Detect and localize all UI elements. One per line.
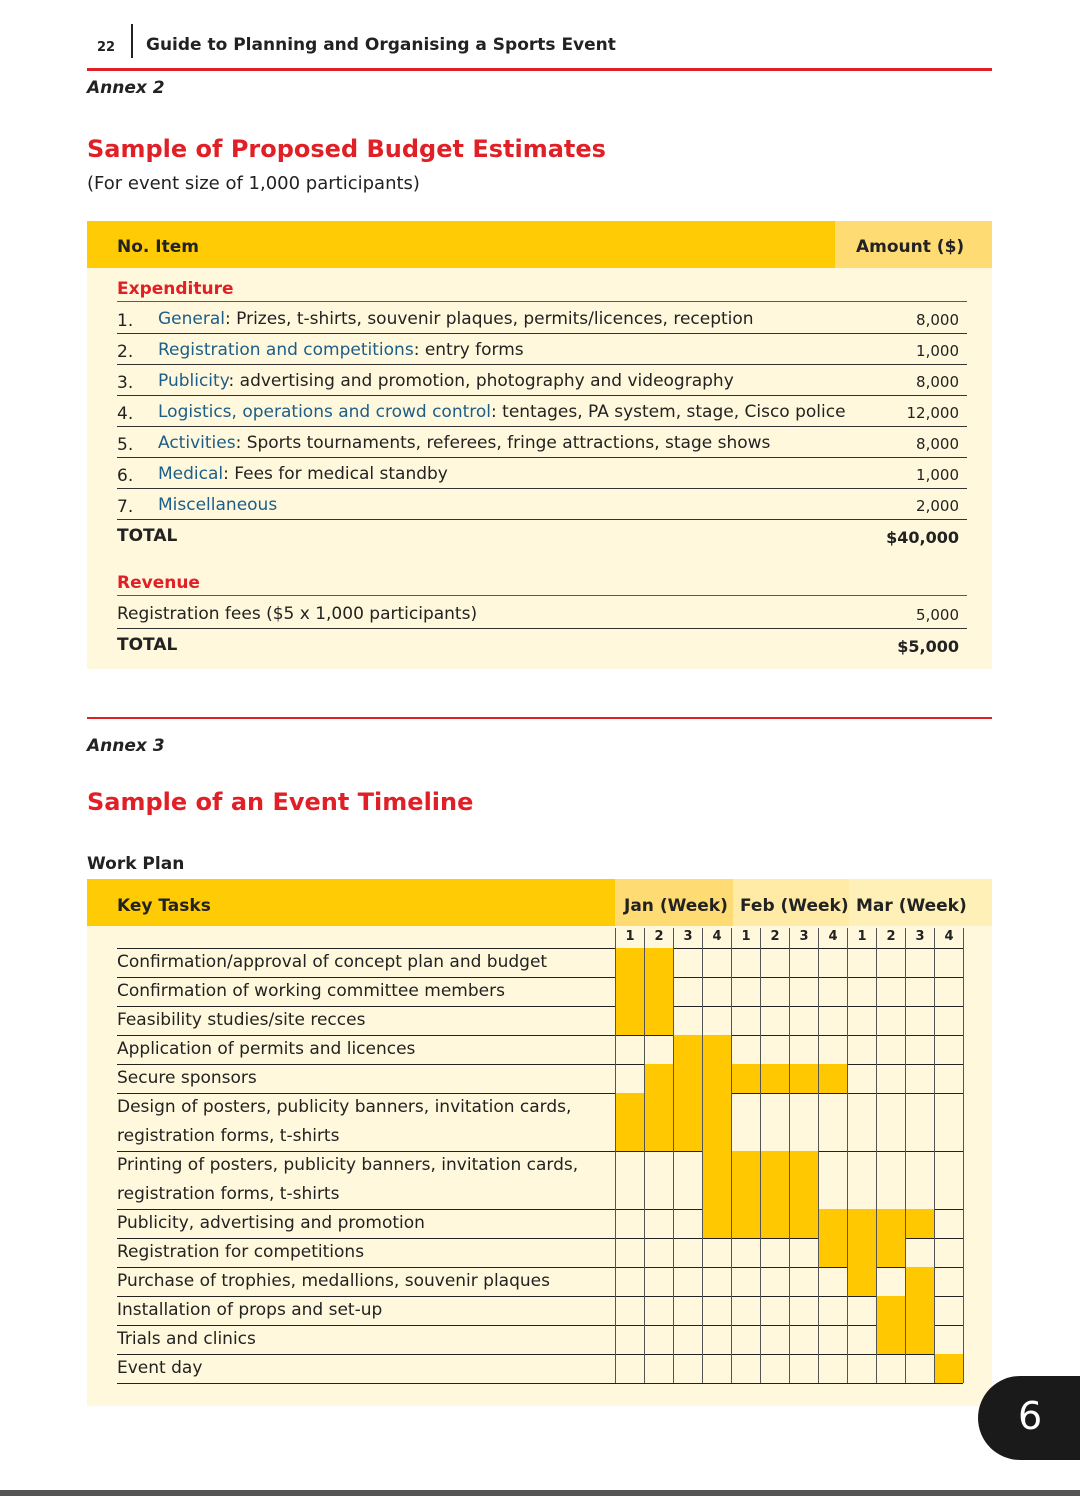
week-label: 4 xyxy=(828,929,838,944)
timeline-active-week xyxy=(847,1238,876,1267)
timeline-active-week xyxy=(876,1238,905,1267)
header-divider xyxy=(131,24,133,58)
timeline-active-week xyxy=(905,1209,934,1238)
expenditure-row xyxy=(117,396,967,427)
timeline-active-week xyxy=(760,1151,789,1209)
budget-header-amount-cell xyxy=(835,221,992,268)
task-label: Feasibility studies/site recces xyxy=(117,1010,366,1030)
grid-column-line xyxy=(789,928,790,1383)
task-label: Printing of posters, publicity banners, invitation cards, xyxy=(117,1155,579,1175)
row-number: 1. xyxy=(117,311,134,331)
timeline-active-week xyxy=(760,1209,789,1238)
row-divider xyxy=(117,1151,963,1152)
budget-subtitle: (For event size of 1,000 participants) xyxy=(87,173,420,194)
timeline-active-week xyxy=(731,1151,760,1209)
task-label: Confirmation of working committee members xyxy=(117,981,505,1001)
row-divider xyxy=(117,1006,963,1007)
budget-header-item-cell xyxy=(87,221,835,268)
timeline-active-week xyxy=(818,1209,847,1238)
grid-column-line xyxy=(644,928,645,1383)
row-amount: 8,000 xyxy=(916,373,959,391)
row-divider xyxy=(117,1296,963,1297)
row-description: Registration fees ($5 x 1,000 participants) xyxy=(117,604,478,624)
week-label: 2 xyxy=(770,929,780,944)
row-description xyxy=(158,402,846,422)
timeline-active-week xyxy=(644,1064,673,1093)
month-label: Mar (Week) xyxy=(856,896,967,916)
timeline-active-week xyxy=(673,1035,702,1064)
month-label: Jan (Week) xyxy=(624,896,728,916)
row-category: Registration and competitions xyxy=(158,340,414,360)
task-label: registration forms, t-shirts xyxy=(117,1126,340,1146)
timeline-active-week xyxy=(905,1325,934,1354)
row-description xyxy=(158,433,770,453)
row-description xyxy=(158,371,734,391)
row-category: Logistics, operations and crowd control xyxy=(158,402,492,422)
month-header-jan xyxy=(615,879,733,926)
week-label: 1 xyxy=(741,929,751,944)
row-amount: 12,000 xyxy=(906,404,959,422)
task-label: Confirmation/approval of concept plan and budget xyxy=(117,952,548,972)
timeline-active-week xyxy=(818,1238,847,1267)
row-detail: : Prizes, t-shirts, souvenir plaques, permits/licences, reception xyxy=(225,309,754,329)
task-label: Purchase of trophies, medallions, souvenir plaques xyxy=(117,1271,550,1291)
revenue-total-row xyxy=(117,631,967,661)
row-number: 3. xyxy=(117,373,134,393)
timeline-active-week xyxy=(905,1267,934,1296)
row-number: 4. xyxy=(117,404,134,424)
timeline-active-week xyxy=(702,1093,731,1151)
timeline-active-week xyxy=(905,1296,934,1325)
annex-3-label: Annex 3 xyxy=(87,736,165,756)
row-divider xyxy=(117,1093,963,1094)
timeline-active-week xyxy=(731,1064,760,1093)
timeline-active-week xyxy=(673,1064,702,1093)
row-description xyxy=(158,340,524,360)
timeline-active-week xyxy=(644,1006,673,1035)
task-label: registration forms, t-shirts xyxy=(117,1184,340,1204)
page-header xyxy=(87,30,992,71)
row-divider xyxy=(117,1267,963,1268)
task-label: Application of permits and licences xyxy=(117,1039,416,1059)
timeline-active-week xyxy=(876,1209,905,1238)
revenue-row xyxy=(117,598,967,629)
timeline-active-week xyxy=(702,1035,731,1064)
revenue-total-amount: $5,000 xyxy=(897,637,959,656)
row-detail: : advertising and promotion, photography and videography xyxy=(228,371,734,391)
revenue-label: Revenue xyxy=(117,573,967,596)
row-divider xyxy=(117,1035,963,1036)
row-divider xyxy=(117,948,963,949)
expenditure-row xyxy=(117,427,967,458)
expenditure-row xyxy=(117,303,967,334)
timeline-active-week xyxy=(847,1267,876,1296)
row-divider xyxy=(117,977,963,978)
revenue-total-label: TOTAL xyxy=(117,635,178,655)
row-category: Miscellaneous xyxy=(158,495,278,515)
grid-column-line xyxy=(731,928,732,1383)
timeline-active-week xyxy=(615,1006,644,1035)
budget-section-title: Sample of Proposed Budget Estimates xyxy=(87,135,606,163)
week-label: 1 xyxy=(857,929,867,944)
timeline-active-week xyxy=(644,1093,673,1151)
row-category: Publicity xyxy=(158,371,229,391)
grid-column-line xyxy=(847,928,848,1383)
row-divider xyxy=(117,1325,963,1326)
timeline-table xyxy=(87,879,992,1406)
timeline-active-week xyxy=(702,1064,731,1093)
timeline-active-week xyxy=(702,1209,731,1238)
timeline-active-week xyxy=(644,977,673,1006)
week-label: 1 xyxy=(625,929,635,944)
task-label: Design of posters, publicity banners, invitation cards, xyxy=(117,1097,572,1117)
timeline-active-week xyxy=(876,1296,905,1325)
row-number: 6. xyxy=(117,466,134,486)
annex-2-label: Annex 2 xyxy=(87,78,165,98)
grid-column-line xyxy=(905,928,906,1383)
row-category: General xyxy=(158,309,225,329)
row-detail: : Fees for medical standby xyxy=(223,464,448,484)
expenditure-total-amount: $40,000 xyxy=(886,528,959,547)
row-number: 2. xyxy=(117,342,134,362)
timeline-active-week xyxy=(789,1209,818,1238)
timeline-active-week xyxy=(789,1064,818,1093)
key-tasks-header: Key Tasks xyxy=(117,896,211,916)
page-tab xyxy=(978,1376,1080,1460)
timeline-active-week xyxy=(673,1093,702,1151)
grid-column-line xyxy=(934,928,935,1383)
timeline-active-week xyxy=(934,1354,963,1383)
grid-column-line xyxy=(615,928,616,1383)
week-label: 3 xyxy=(799,929,809,944)
row-category: Activities xyxy=(158,433,236,453)
timeline-active-week xyxy=(760,1064,789,1093)
expenditure-total-label: TOTAL xyxy=(117,526,178,546)
row-number: 7. xyxy=(117,497,134,517)
timeline-active-week xyxy=(847,1209,876,1238)
row-detail: : tentages, PA system, stage, Cisco police xyxy=(491,402,846,422)
row-detail: : Sports tournaments, referees, fringe attractions, stage shows xyxy=(235,433,771,453)
task-label: Secure sponsors xyxy=(117,1068,257,1088)
row-amount: 1,000 xyxy=(916,342,959,360)
task-label: Trials and clinics xyxy=(117,1329,256,1349)
expenditure-total-row xyxy=(117,522,967,552)
budget-table xyxy=(87,221,992,669)
week-label: 2 xyxy=(654,929,664,944)
row-category: Medical xyxy=(158,464,224,484)
week-label: 4 xyxy=(944,929,954,944)
timeline-active-week xyxy=(876,1325,905,1354)
task-label: Event day xyxy=(117,1358,203,1378)
grid-column-line xyxy=(760,928,761,1383)
timeline-active-week xyxy=(644,948,673,977)
timeline-active-week xyxy=(615,1093,644,1151)
row-amount: 1,000 xyxy=(916,466,959,484)
timeline-section-title: Sample of an Event Timeline xyxy=(87,788,474,816)
week-label: 3 xyxy=(683,929,693,944)
row-number: 5. xyxy=(117,435,134,455)
grid-column-line xyxy=(673,928,674,1383)
row-detail: : entry forms xyxy=(413,340,524,360)
grid-column-line xyxy=(876,928,877,1383)
week-label: 4 xyxy=(712,929,722,944)
row-description xyxy=(158,309,754,329)
row-divider xyxy=(117,1354,963,1355)
task-label: Publicity, advertising and promotion xyxy=(117,1213,425,1233)
row-amount: 8,000 xyxy=(916,435,959,453)
timeline-active-week xyxy=(615,977,644,1006)
expenditure-row xyxy=(117,365,967,396)
page-number: 22 xyxy=(97,40,116,55)
budget-header-amount: Amount ($) xyxy=(856,237,965,257)
grid-column-line xyxy=(702,928,703,1383)
key-tasks-header-cell xyxy=(87,879,615,926)
timeline-active-week xyxy=(731,1209,760,1238)
timeline-active-week xyxy=(818,1064,847,1093)
row-amount: 2,000 xyxy=(916,497,959,515)
page-tab-number: 6 xyxy=(1018,1394,1043,1438)
timeline-active-week xyxy=(789,1151,818,1209)
expenditure-label: Expenditure xyxy=(117,279,967,302)
timeline-active-week xyxy=(615,948,644,977)
bottom-edge xyxy=(0,1490,1080,1496)
week-label: 3 xyxy=(915,929,925,944)
work-plan-label: Work Plan xyxy=(87,854,185,874)
row-description xyxy=(158,464,448,484)
grid-column-line xyxy=(818,928,819,1383)
month-label: Feb (Week) xyxy=(740,896,849,916)
budget-header-no-item: No. Item xyxy=(117,237,199,257)
row-description xyxy=(158,495,277,515)
week-label: 2 xyxy=(886,929,896,944)
month-header-feb xyxy=(733,879,849,926)
document-title: Guide to Planning and Organising a Sports Event xyxy=(146,35,616,55)
grid-column-line xyxy=(963,928,964,1383)
row-amount: 8,000 xyxy=(916,311,959,329)
task-label: Registration for competitions xyxy=(117,1242,365,1262)
task-label: Installation of props and set-up xyxy=(117,1300,383,1320)
expenditure-row xyxy=(117,489,967,520)
expenditure-row xyxy=(117,458,967,489)
row-divider xyxy=(117,1383,963,1384)
timeline-active-week xyxy=(702,1151,731,1209)
row-amount: 5,000 xyxy=(916,606,959,624)
month-header-mar xyxy=(849,879,992,926)
section-divider xyxy=(87,717,992,719)
expenditure-row xyxy=(117,334,967,365)
